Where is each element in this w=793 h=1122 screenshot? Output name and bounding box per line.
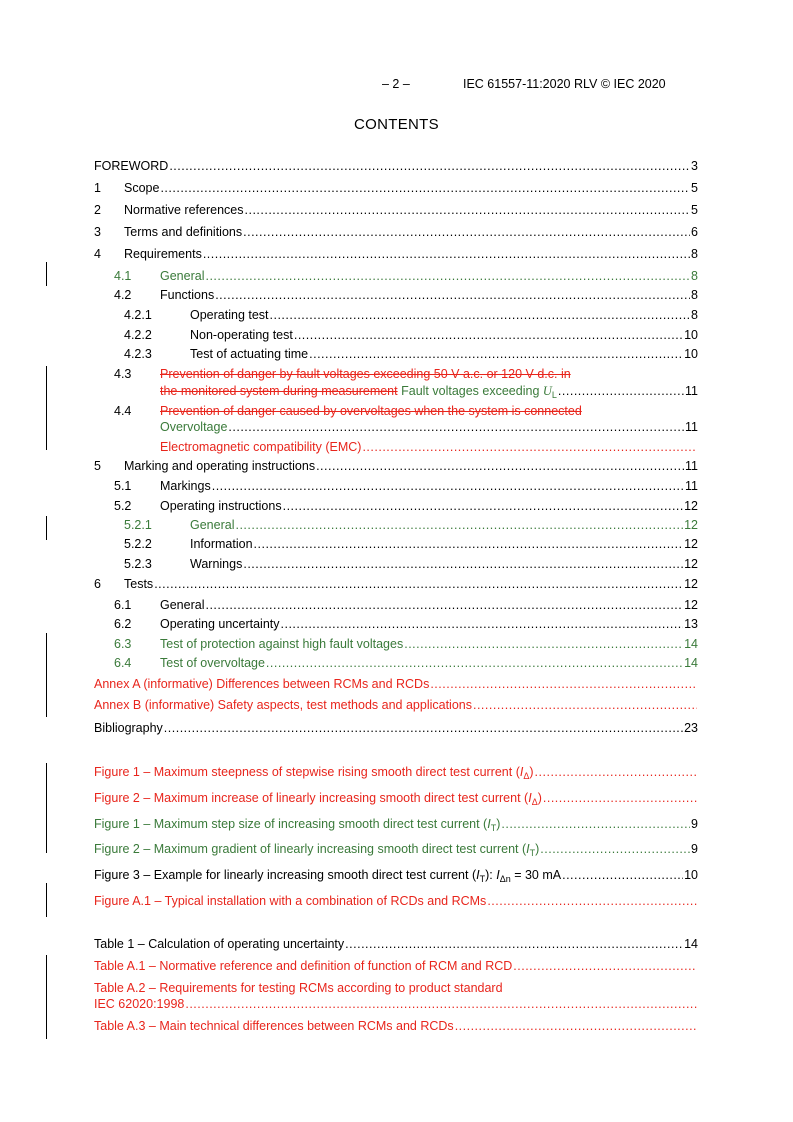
toc-entry[interactable]: 2 Normative references ..... 5 — [94, 202, 698, 218]
change-bar — [46, 262, 47, 286]
toc-entry[interactable]: 4 Requirements ..... 8 — [94, 246, 698, 262]
toc-entry[interactable]: Annex A (informative) Differences between RCMs and RCDs ..... — [94, 676, 698, 692]
toc-entry[interactable]: 5 Marking and operating instructions ..... 11 — [94, 458, 698, 474]
figure-entry[interactable]: Figure 1 – Maximum step size of increasing smooth direct test current $(I_T)$ ..... 9 — [94, 816, 698, 832]
figure-entry[interactable]: Figure A.1 – Typical installation with a combination of RCDs and RCMs ..... — [94, 893, 698, 909]
standard-header: IEC 61557-11:2020 RLV © IEC 2020 — [463, 77, 666, 91]
toc-entry[interactable]: 5.2.2 Information ..... 12 — [94, 536, 698, 552]
figure-entry[interactable]: Figure 2 – Maximum increase of linearly increasing smooth direct test current $(I_\Delta)$ ..... — [94, 790, 698, 806]
toc-entry[interactable]: 4.2 Functions ..... 8 — [94, 287, 698, 303]
table-entry[interactable]: Table 1 – Calculation of operating uncertainty ..... 14 — [94, 936, 698, 952]
toc-entry[interactable]: 5.2 Operating instructions ..... 12 — [94, 498, 698, 514]
toc-entry[interactable]: FOREWORD ..... 3 — [94, 158, 698, 174]
toc-entry[interactable]: 3 Terms and definitions ..... 6 — [94, 224, 698, 240]
toc-entry[interactable]: 4.2.1 Operating test ..... 8 — [94, 307, 698, 323]
figure-entry[interactable]: Figure 3 – Example for linearly increasing smooth direct test current $(I_T)$: $I_{\Delta n} = 30$ mA ..... 10 — [94, 867, 698, 883]
table-entry[interactable]: Table A.3 – Main technical differences between RCMs and RCDs ..... — [94, 1018, 698, 1034]
toc-entry[interactable]: 6.3 Test of protection against high fault voltages ..... 14 — [94, 636, 698, 652]
change-bar — [46, 633, 47, 717]
toc-entry[interactable]: 4.1 General ..... 8 — [94, 268, 698, 284]
toc-entry[interactable]: 5.2.1 General ..... 12 — [94, 517, 698, 533]
change-bar — [46, 516, 47, 540]
toc-entry[interactable]: 6.1 General ..... 12 — [94, 597, 698, 613]
toc-entry[interactable]: 6.4 Test of overvoltage ..... 14 — [94, 655, 698, 671]
table-entry[interactable]: IEC 62020:1998 ..... — [94, 996, 698, 1012]
toc-entry[interactable]: 4.3 Prevention of danger by fault voltages exceeding 50 V a.c. or 120 V d.c. in — [114, 367, 571, 381]
change-bar — [46, 883, 47, 917]
toc-entry[interactable]: the monitored system during measurement Fault voltages exceeding $U_L$ ..... 11 — [94, 383, 698, 399]
toc-entry[interactable]: Electromagnetic compatibility (EMC) ..... — [94, 439, 698, 455]
toc-entry[interactable]: 5.1 Markings ..... 11 — [94, 478, 698, 494]
toc-entry[interactable]: 4.4 Prevention of danger caused by overvoltages when the system is connected — [114, 404, 582, 418]
table-entry[interactable]: Table A.1 – Normative reference and definition of function of RCM and RCD ..... — [94, 958, 698, 974]
page-number: – 2 – — [382, 77, 410, 91]
toc-entry[interactable]: Bibliography ..... 23 — [94, 720, 698, 736]
change-bar — [46, 366, 47, 450]
page-title: CONTENTS — [354, 116, 439, 133]
figure-entry[interactable]: Figure 2 – Maximum gradient of linearly increasing smooth direct test current $(I_T)$ ..... 9 — [94, 841, 698, 857]
table-entry[interactable]: Table A.2 – Requirements for testing RCMs according to product standard — [94, 981, 503, 995]
change-bar — [46, 763, 47, 853]
toc-entry[interactable]: 6.2 Operating uncertainty ..... 13 — [94, 616, 698, 632]
toc-entry[interactable]: 6 Tests ..... 12 — [94, 576, 698, 592]
toc-entry[interactable]: Annex B (informative) Safety aspects, test methods and applications ..... — [94, 697, 698, 713]
toc-entry[interactable]: 4.2.3 Test of actuating time ..... 10 — [94, 346, 698, 362]
figure-entry[interactable]: Figure 1 – Maximum steepness of stepwise rising smooth direct test current $(I_\Delta)$ ..... — [94, 764, 698, 780]
change-bar — [46, 955, 47, 1039]
toc-entry[interactable]: 1 Scope ..... 5 — [94, 180, 698, 196]
toc-entry[interactable]: Overvoltage ..... 11 — [94, 419, 698, 435]
toc-entry[interactable]: 5.2.3 Warnings ..... 12 — [94, 556, 698, 572]
toc-entry[interactable]: 4.2.2 Non-operating test ..... 10 — [94, 327, 698, 343]
